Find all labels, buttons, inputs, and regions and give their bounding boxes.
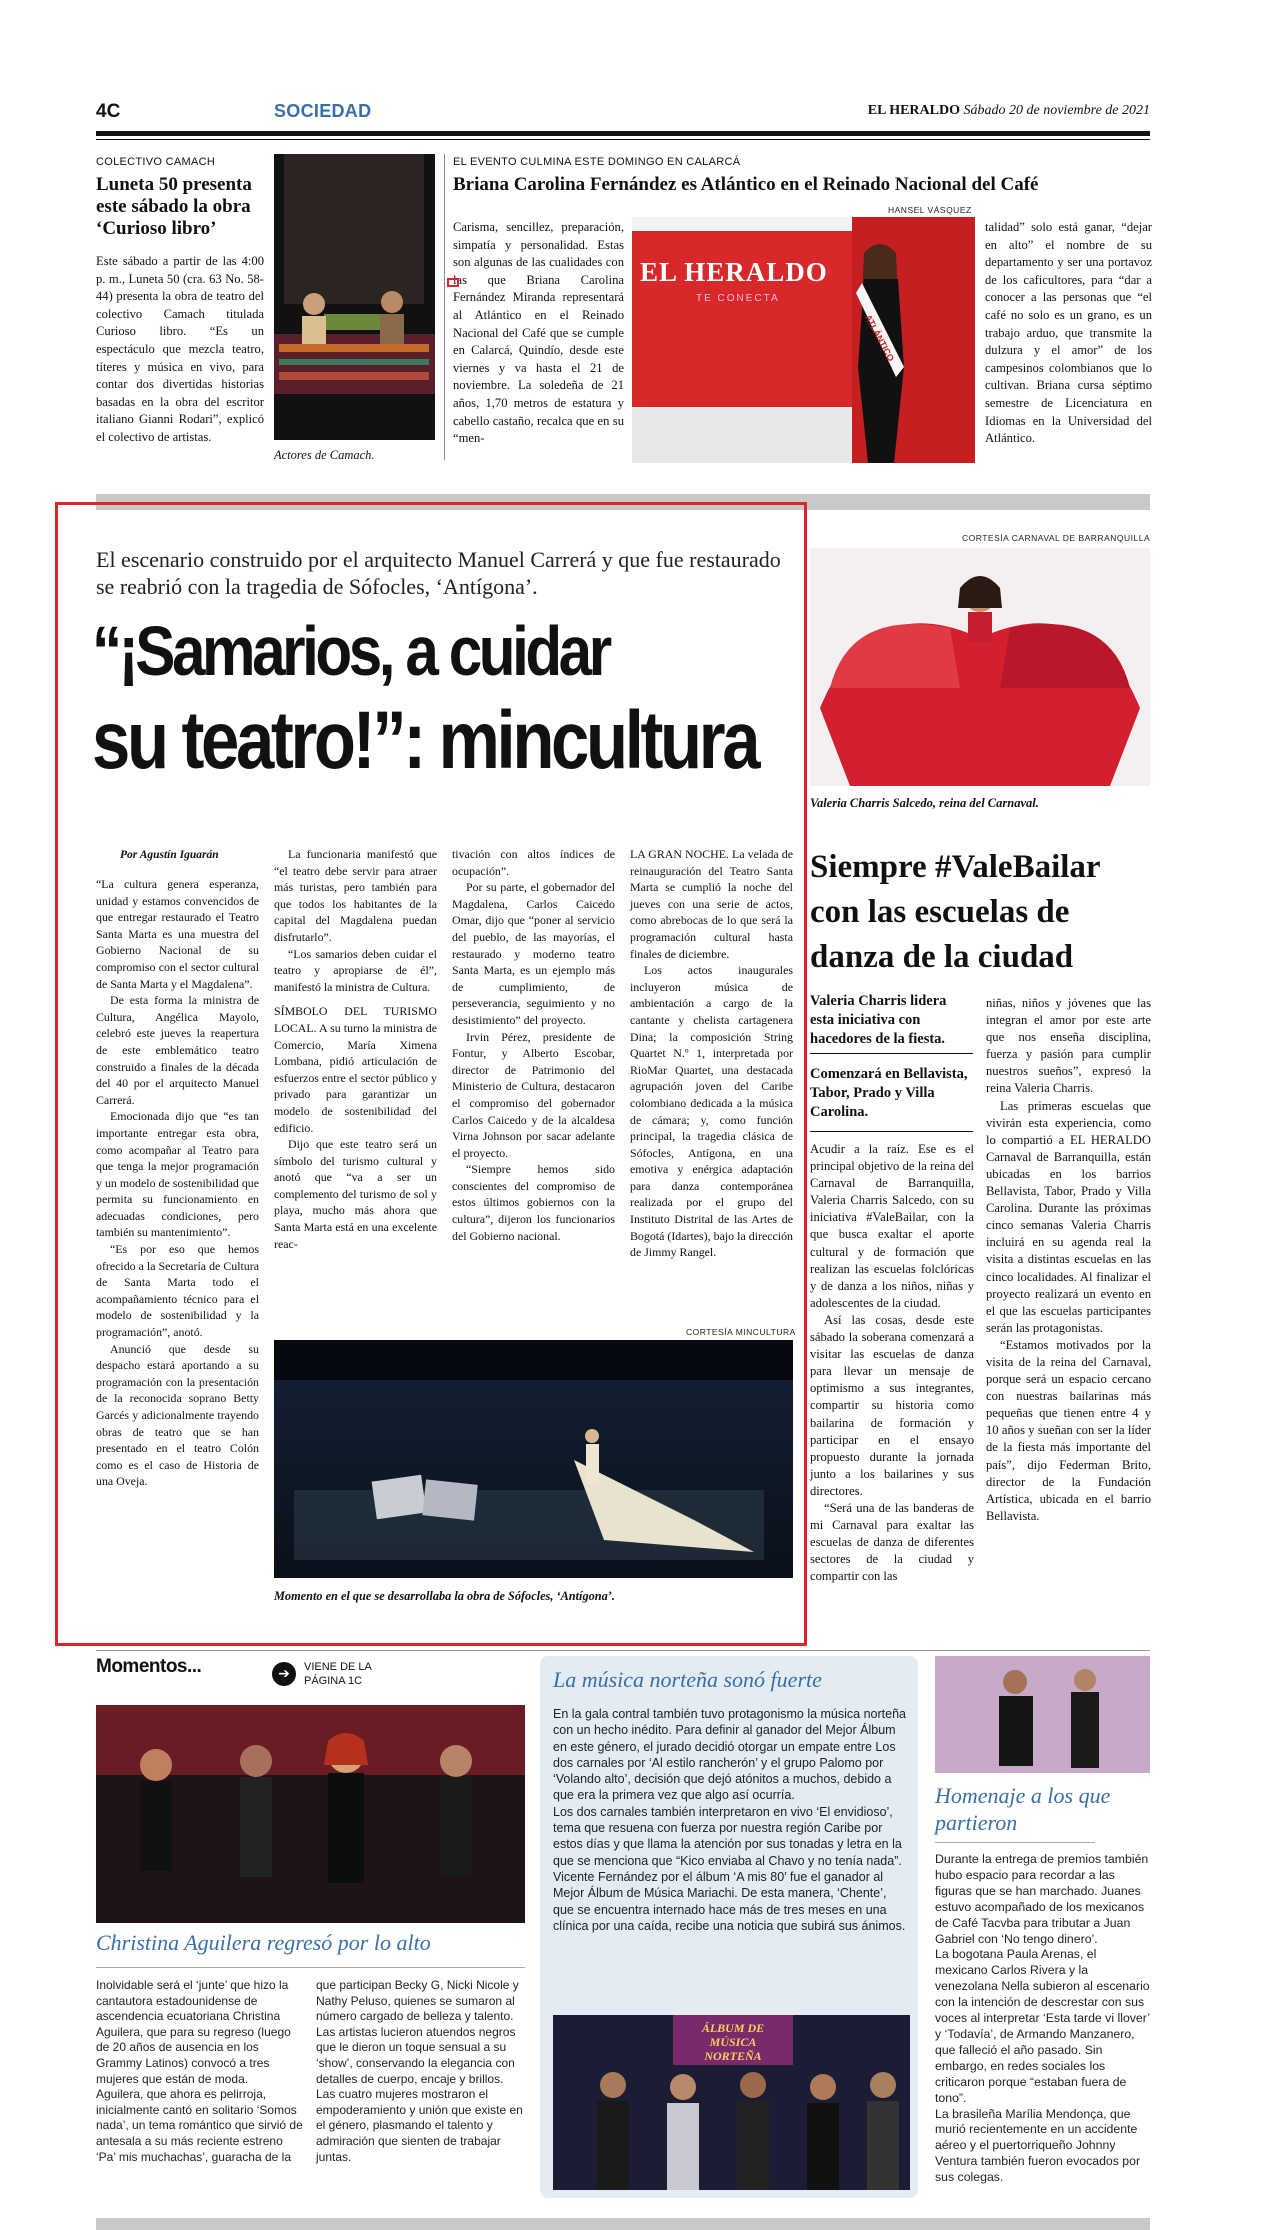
teatro-col1 (96, 876, 259, 1490)
teatro-col1-p5: Anunció que desde su despacho estará aportando a su programación con la presentación de la reconocida soprano Betty Garcés y adicionalmente trayendo obras de teatro que se han presentado en el teatro Colón como es el caso de Historia de una Oveja. (96, 1341, 259, 1489)
paper-name: EL HERALDO (867, 103, 960, 118)
teatro-col3-p3: Irvin Pérez, presidente de Fontur, y Alberto Escobar, director de Patrimonio del Ministerio de Cultura, destacaron el compromiso del gobernador Carlos Caicedo y de la alcaldesa Virna Johnson por sacar adelante el proyecto. (452, 1029, 615, 1160)
luneta-body: Este sábado a partir de las 4:00 p. m., Luneta 50 (cra. 63 No. 58-44) presenta la obra de teatro del colectivo Camach titulada Curioso libro. “Es un espectáculo que mezcla teatro, títeres y música en vivo, para contar dos divertidas historias basadas en la obra del escritor italiano Gianni Rodari”, explicó el colectivo de artistas. (96, 254, 264, 444)
header-rule-thin (96, 139, 1150, 140)
aguilera-col1: Inolvidable será el ‘junte’ que hizo la cantautora estadounidense de ascendencia ecuatoriana Christina Aguilera, que para su regreso (luego de 20 años de ausencia en los Grammy Latinos) convocó a tres mujeres que están de moda. Aguilera, que ahora es pelirroja, inicialmente cantó en solitario ‘Somos nada’, un tema romántico que sirvió de antesala a su más reciente estreno ‘Pa’ mis muchachas’, guaracha de la (96, 1978, 303, 2164)
carnaval-credit: CORTESÍA CARNAVAL DE BARRANQUILLA (962, 533, 1151, 543)
carnaval-sub1: Valeria Charris lidera esta iniciativa con hacedores de la fiesta. (810, 993, 947, 1047)
carnaval-col2-p1: niñas, niños y jóvenes que las integran el amor por este arte que nos enseña disciplina, fuerza y pasión para cumplir nuestros sueños”, expresó la reina Valeria Charris. (986, 996, 1151, 1096)
teatro-byline: Por Agustín Iguarán (120, 849, 219, 861)
bottom-band (96, 2218, 1150, 2230)
teatro-col2-p3: SÍMBOLO DEL TURISMO LOCAL. A su turno la ministra de Comercio, María Ximena Lombana, pidió articulación de esfuerzos entre el sector público y privado para garantizar un modelo de sostenibilidad del edificio. (274, 1004, 437, 1135)
camach-caption: Actores de Camach. (274, 448, 375, 462)
luneta-headline: Luneta 50 presenta este sábado la obra ‘Curioso libro’ (96, 174, 252, 239)
reinado-col2: talidad” solo está ganar, “dejar en alto” el nombre de su departamento y ser una portavoz de los caficultores, para “dar a conocer a las personas que “el café no solo es un grano, es un trabajo arduo, que transmite la dulzura y el amor” de los campesinos colombianos que lo cultivan. Briana cursa séptimo semestre de Licenciatura en Idiomas en la Universidad del Atlántico. (985, 220, 1152, 446)
sash-text: ATLÁNTICO (863, 313, 897, 364)
homenaje-photo (935, 1656, 1150, 1773)
teatro-col1-p4: “Es por eso que hemos ofrecido a la Secretaría de Cultura de Santa Marta todo el acompañamiento técnico para el modelo de sostenibilidad y la programación”, anotó. (96, 1242, 259, 1340)
teatro-col4-p2: Los actos inaugurales incluyeron música de ambientación a cargo de la cantante y chelista cartagenera Dina; la composición String Quartet N.º 1, interpretada por RioMar Quartet, una destacada agrupación joven del Caribe colombiano dedicada a la música de cámara; y, como función principal, la tragedia clásica de Sófocles, Antígona, en una emotiva y enérgica adaptación para danza contemporánea realizada por el grupo del Instituto Distrital de las Artes de Bogotá (Idartes), bajo la dirección de Jimmy Rangel. (630, 963, 793, 1260)
teatro-col4 (630, 846, 793, 1261)
reinado-highlight-mark (447, 278, 459, 287)
header-rule (96, 131, 1150, 136)
carnaval-col1 (810, 1141, 974, 1585)
nortena-photo (553, 2015, 910, 2190)
camach-photo (274, 154, 435, 440)
masthead-date (868, 103, 1150, 119)
carnaval-col2 (986, 995, 1151, 1525)
valeria-caption: Valeria Charris Salcedo, reina del Carnaval. (810, 796, 1039, 810)
momentos-rule (96, 1650, 1150, 1651)
photo-sign: EL HERALDO (640, 257, 828, 287)
homenaje-body: Durante la entrega de premios también hubo espacio para recordar a las figuras que se han marchado. Juanes estuvo acompañado de los mexicanos de Café Tacvba para tributar a Juan Gabriel con ‘No tengo dinero’. La bogotana Paula Arenas, el mexicano Carlos Rivera y la venezolana Nella subieron al escenario con la intención de descrestar con sus voces al interpretar ‘Esta tarde vi llover’ y ‘Todavía’, de Armando Manzanero, que falleció el año pasado. Sin embargo, en redes sociales los criticaron porque “estaban fuera de tono”. La brasileña Marília Mendonça, que murió recientemente en un accidente aéreo y el puertorriqueño Johnny Ventura también fueron evocados por sus colegas. (935, 1852, 1150, 2185)
aguilera-headline: Christina Aguilera regresó por lo alto (96, 1930, 431, 1955)
teatro-deck: El escenario construido por el arquitecto Manuel Carrerá y que fue restaurado se reabrió con la tragedia de Sófocles, ‘Antígona’. (96, 547, 781, 599)
nortena-body: En la gala contral también tuvo protagonismo la música norteña con un hecho inédito. Para definir al ganador del Mejor Álbum en este género, el jurado decidió otorgar un empate entre Los dos carnales por ‘Al estilo rancherón’ y el grupo Palomo por ‘Volando alto’, decisión que dejó atónitos a muchos, debido a que era la primera vez que algo así ocurría. Los dos carnales también interpretaron en vivo ‘El envidioso’, tema que resuena con fuerza por nuestra región Caribe por estos días y que llama la atención por sus tonadas y letra en la que se menciona que “Kico enviaba al Chavo y no tenía nada”. Vicente Fernández por el álbum ‘A mis 80’ fue el ganador al Mejor Álbum de Música Mariachi. De esta manera, ‘Chente’, que se encuentra internado hace más de tres meses en una clínica por una caída, recibe una noticia que subirá sus ánimos. (553, 1707, 906, 1933)
carnaval-sub2: Comenzará en Bellavista, Tabor, Prado y Villa Carolina. (810, 1066, 968, 1120)
carnaval-headline: Siempre #ValeBailar con las escuelas de danza de la ciudad (810, 849, 1100, 975)
teatro-col3-p1: tivación con altos índices de ocupación”. (452, 847, 615, 878)
teatro-col4-p1: LA GRAN NOCHE. La velada de reinauguración del Teatro Santa Marta se cumplió la noche del jueves con una serie de actos, como abrebocas de lo que será la programación cultural hasta finales de diciembre. (630, 847, 793, 961)
reinado-col1: Carisma, sencillez, preparación, simpatía y personalidad. Estas son algunas de las cualidades con las que Briana Carolina Fernández Miranda representará al Atlántico en el Reinado Nacional del Café que se cumple en Calarcá, Quindío, desde este viernes y va hasta el 21 de noviembre. La soledeña de 21 años, 1,70 metros de estatura y cabello castaño, recalca que en su “men- (453, 220, 624, 446)
momentos-title: Momentos... (96, 1656, 202, 1677)
teatro-col2-p4: Dijo que este teatro será un símbolo del turismo cultural y anotó que “va a ser un complemento del turismo de sol y playa, mucho más ahora que Santa Marta está en una excelente reac- (274, 1137, 437, 1251)
aguilera-photo (96, 1705, 525, 1923)
teatro-photo-credit: CORTESÍA MINCULTURA (686, 1327, 796, 1337)
teatro-headline-line2: su teatro!”: mincultura (92, 695, 758, 786)
luneta-kicker: COLECTIVO CAMACH (96, 156, 216, 168)
teatro-col1-p2: De esta forma la ministra de Cultura, Angélica Mayolo, celebró este jueves la reapertura de este emblemático teatro construido a finales de la década del 40 por el arquitecto Manuel Carrerá. (96, 993, 259, 1107)
teatro-col1-p3: Emocionada dijo que “es tan importante entregar esta obra, como acompañar al Teatro para que tenga la mejor programación y un modelo de sostenibilidad que permita su funcionamiento en adecuadas condiciones, pero también su mantenimiento”. (96, 1109, 259, 1240)
antigona-photo (274, 1340, 793, 1578)
sub-divider (810, 1053, 973, 1054)
teatro-col3-p4: “Siempre hemos sido conscientes del compromiso de estos últimos gobiernos con la cultura”, dijeron los funcionarios del Gobierno nacional. (452, 1162, 615, 1243)
teatro-col1-p1: “La cultura genera esperanza, unidad y estamos convencidos de que entregar restaurado el Teatro Santa Marta es una muestra del Gobierno Nacional de su compromiso con el sector cultural de Santa Marta y el Magdalena”. (96, 877, 259, 991)
valeria-photo (810, 548, 1150, 786)
carnaval-col2-p3: “Estamos motivados por la visita de la reina del Carnaval, porque será un espacio cercano con nuestras bailarinas más pequeñas que tienen entre 4 y 10 años y sueñan con ser la líder de la fiesta más importante del país”, dijo Federman Brito, director de la Fundación Artística, ubicada en el barrio Bellavista. (986, 1337, 1151, 1523)
photo-sign-sub: TE CONECTA (696, 293, 780, 304)
aguilera-rule (96, 1967, 525, 1968)
antigona-caption: Momento en el que se desarrollaba la obra de Sófocles, ‘Antígona’. (274, 1589, 615, 1603)
issue-date: Sábado 20 de noviembre de 2021 (963, 103, 1150, 118)
carnaval-col1-p3: “Será una de las banderas de mi Carnaval para exaltar las escuelas de danza de diferentes sectores de la ciudad y compartir con las (810, 1500, 974, 1584)
sub-divider-2 (810, 1131, 973, 1132)
teatro-col2-p1: La funcionaria manifestó que “el teatro debe servir para atraer más turistas, pero también para que todos los habitantes de la capital del Magdalena puedan disfrutarlo”. (274, 847, 437, 944)
carnaval-col1-p1: Acudir a la raíz. Ese es el principal objetivo de la reina del Carnaval de Barranquilla, Valeria Charris Salcedo, con su iniciativa #ValeBailar, con la que busca exaltar el aporte cultural y de formación que realizan las escuelas folclóricas y de danza a los niños, niñas y adolescentes de la ciudad. (810, 1142, 974, 1310)
carnaval-col1-p2: Así las cosas, desde este sábado la soberana comenzará a visitar las escuelas de danza para llevar un mensaje de optimismo a sus integrantes, compartir su historia como bailarina de formación y participar en el ensayo propuesto durante la jornada junto a los bailarines y sus directores. (810, 1312, 974, 1498)
reinado-kicker: EL EVENTO CULMINA ESTE DOMINGO EN CALARCÁ (453, 156, 741, 168)
aguilera-col2: que participan Becky G, Nicki Nicole y Nathy Peluso, quienes se sumaron al número cargado de belleza y talento. Las artistas lucieron atuendos negros que le dieron un toque sensual a su ‘show’, conservando la elegancia con detalles de cuerpo, encaje y brillos. Las cuatro mujeres mostraron el empoderamiento y unión que existe en el género, plasmando el talento y admiración que sienten de trabajar juntas. (316, 1978, 523, 2164)
reinado-credit: HANSEL VÁSQUEZ (888, 205, 972, 215)
nortena-headline: La música norteña sonó fuerte (553, 1667, 822, 1692)
homenaje-rule (935, 1842, 1095, 1843)
viene-text: VIENE DE LA PÁGINA 1C (304, 1661, 372, 1687)
homenaje-headline: Homenaje a los que partieron (935, 1783, 1111, 1835)
nortena-photo-sign: ÁLBUM DE MÚSICA NORTEÑA (701, 2021, 765, 2063)
carnaval-col2-p2: Las primeras escuelas que vivirán esta experiencia, como lo compartió a EL HERALDO Carnaval de Barranquilla, están ubicadas en los barrios Bellavista, Tabor, Prado y Villa Carolina. Durante las próximas cinco semanas Valeria Charris incluirá en su agenda real la visita a distintas escuelas en las cinco localidades. Al finalizar el proyecto realizará un evento en el que las escuelas participantes serán las protagonistas. (986, 1098, 1151, 1335)
teatro-col2 (274, 846, 437, 1252)
reinado-headline: Briana Carolina Fernández es Atlántico en el Reinado Nacional del Café (453, 174, 1039, 195)
teatro-col3-p2: Por su parte, el gobernador del Magdalena, Carlos Caicedo Omar, dijo que “poner al servicio del pueblo, de las mayorías, el restaurado y moderno teatro Santa Marta, es un ejemplo más de cumplimiento, de perseverancia, seguimiento y no desistimiento” del proyecto. (452, 880, 615, 1027)
teatro-headline-line1: “¡Samarios, a cuidar (92, 612, 609, 690)
teatro-col2-p2: “Los samarios deben cuidar el teatro y apropiarse de él”, manifestó la ministra de Cultura. (274, 946, 437, 994)
viene-icon: ➔ (272, 1662, 296, 1686)
section-name: SOCIEDAD (274, 101, 372, 121)
col-divider (444, 154, 445, 460)
page-number: 4C (96, 101, 121, 122)
teatro-col3 (452, 846, 615, 1244)
briana-photo (632, 217, 975, 463)
